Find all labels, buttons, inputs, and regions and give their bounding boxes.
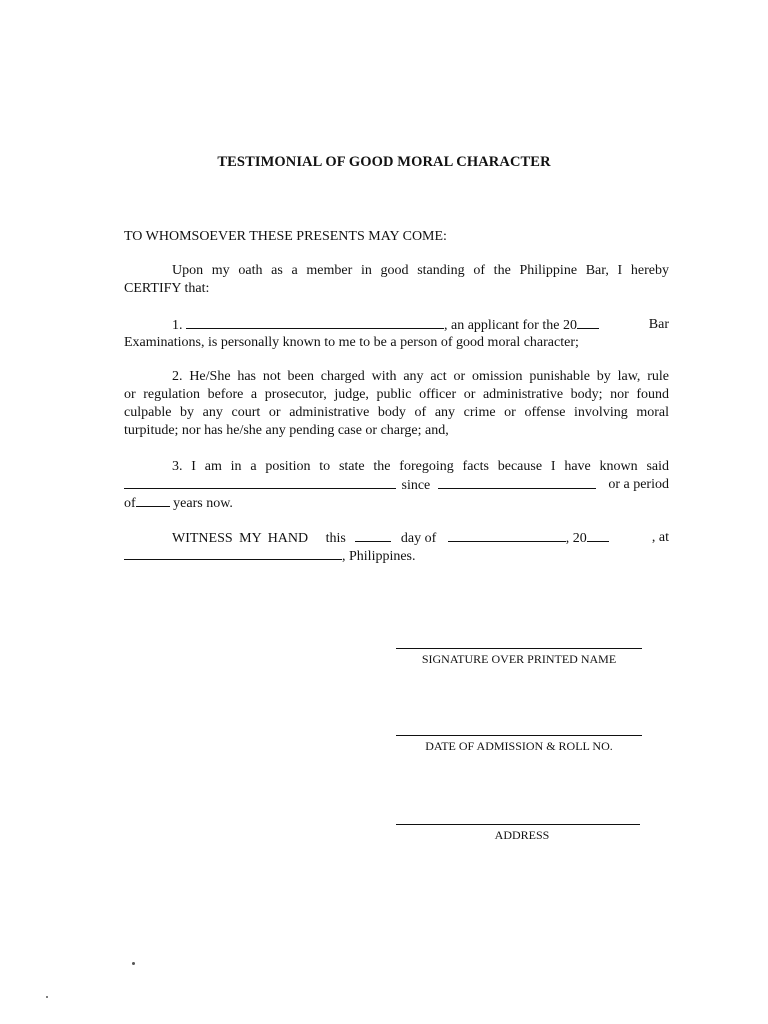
item1-number: 1. [172, 318, 183, 333]
witness-year-blank[interactable] [587, 529, 609, 542]
exam-year-blank[interactable] [577, 316, 599, 329]
witness-line-1 [172, 529, 669, 548]
signature-line[interactable] [396, 648, 642, 649]
since-date-blank[interactable] [438, 476, 596, 489]
years-now-text: years now. [173, 496, 233, 511]
known-person-blank[interactable] [124, 476, 396, 489]
item1-applicant-text: , an applicant for the 20 [444, 318, 577, 333]
intro-paragraph [124, 262, 669, 298]
philippines-text: , Philippines. [342, 549, 416, 564]
item2-line-3: culpable by any court or administrative body of any crime or offense involving moral [124, 405, 669, 420]
of-word: of [124, 496, 136, 511]
document-title: TESTIMONIAL OF GOOD MORAL CHARACTER [217, 154, 551, 170]
item1-line-1 [172, 316, 669, 335]
item1-line-2: Examinations, is personally known to me to be a person of good moral character; [124, 335, 579, 350]
item3-line-2 [124, 476, 669, 495]
item2-line-2: or regulation before a prosecutor, judge, public officer or administrative body; nor found [124, 387, 669, 402]
place-blank[interactable] [124, 547, 342, 560]
scan-speck [46, 996, 48, 998]
admission-line[interactable] [396, 735, 642, 736]
years-blank[interactable] [136, 494, 170, 507]
item3-line-3 [124, 494, 233, 513]
item1-bar-word: Bar [648, 317, 669, 332]
item2-line-4: turpitude; nor has he/she any pending case or charge; and, [124, 423, 449, 438]
intro-line-1: Upon my oath as a member in good standing of the Philippine Bar, I hereby [172, 263, 669, 278]
salutation: TO WHOMSOEVER THESE PRESENTS MAY COME: [124, 229, 447, 244]
at-text: , at [651, 530, 669, 545]
item3-line-1: 3. I am in a position to state the foregoing facts because I have known said [172, 459, 669, 474]
month-blank[interactable] [448, 529, 566, 542]
witness-text: WITNESS MY HAND [172, 531, 309, 546]
signature-label: SIGNATURE OVER PRINTED NAME [421, 652, 617, 666]
day-blank[interactable] [355, 529, 391, 542]
this-word: this [325, 531, 346, 546]
period-text: or a period [608, 477, 669, 492]
applicant-name-blank[interactable] [186, 316, 444, 329]
intro-line-2: CERTIFY that: [124, 281, 210, 296]
item2-paragraph [124, 368, 669, 440]
witness-line-2 [124, 547, 416, 566]
since-word: since [401, 478, 431, 493]
day-of-text: day of [400, 531, 437, 546]
scan-speck [132, 962, 135, 965]
item2-line-1: 2. He/She has not been charged with any act or omission punishable by law, rule [172, 369, 669, 384]
address-label: ADDRESS [494, 828, 550, 842]
admission-label: DATE OF ADMISSION & ROLL NO. [425, 739, 613, 753]
address-line[interactable] [396, 824, 640, 825]
year-prefix-text: , 20 [565, 531, 587, 546]
